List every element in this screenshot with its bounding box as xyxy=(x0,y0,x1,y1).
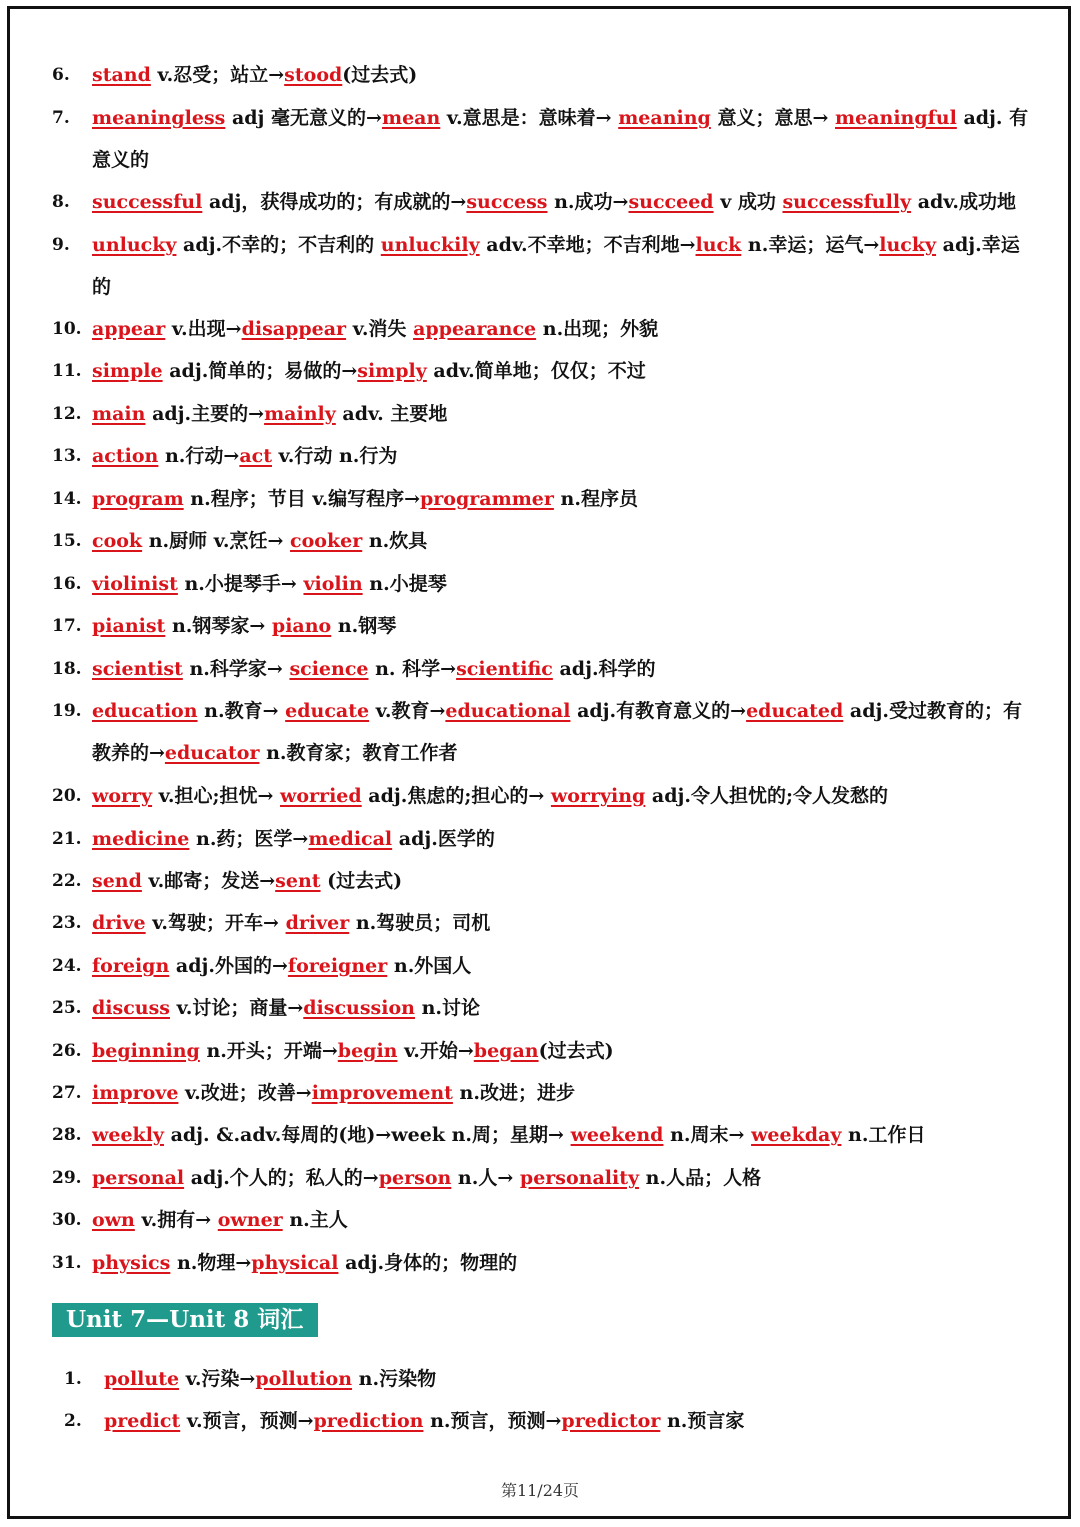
definition-text: v.担心;担忧→ xyxy=(152,785,281,807)
item-number: 26. xyxy=(52,1041,82,1061)
item-text xyxy=(92,690,1032,775)
definition-text: adv.成功地 xyxy=(911,191,1017,213)
vocab-word: violinist xyxy=(92,573,178,595)
vocab-word: own xyxy=(92,1209,135,1231)
definition-text: n.出现；外貌 xyxy=(536,318,659,340)
vocab-word: piano xyxy=(271,615,332,637)
vocab-word: mainly xyxy=(264,403,336,425)
vocab-word: lucky xyxy=(879,234,937,256)
list-item xyxy=(52,1157,1032,1199)
list-item xyxy=(52,1030,1032,1072)
list-item xyxy=(52,775,1032,817)
definition-text: n.改进；进步 xyxy=(452,1082,575,1104)
definition-text: n.幸运；运气→ xyxy=(741,234,880,256)
item-text xyxy=(104,1358,1044,1400)
vocab-word: sent xyxy=(275,870,321,892)
list-item xyxy=(52,563,1032,605)
definition-text: n.人→ xyxy=(451,1167,520,1189)
item-text xyxy=(92,478,1032,520)
vocab-word: educational xyxy=(445,700,571,722)
item-number: 20. xyxy=(52,786,82,806)
vocab-word: appearance xyxy=(413,318,537,340)
vocab-word: discussion xyxy=(303,997,415,1019)
vocab-word: meaningless xyxy=(92,107,226,129)
vocab-word: stand xyxy=(92,64,151,86)
item-text xyxy=(92,987,1032,1029)
definition-text: n. 科学→ xyxy=(368,658,457,680)
definition-text: n.成功→ xyxy=(547,191,629,213)
list-item xyxy=(52,945,1032,987)
definition-text: adv.简单地；仅仅；不过 xyxy=(426,360,646,382)
vocab-word: simply xyxy=(357,360,427,382)
definition-text: adj.受过教育的；有教养的→ xyxy=(92,700,1022,765)
list-item xyxy=(52,1114,1032,1156)
definition-text: n.教育家；教育工作者 xyxy=(259,742,458,765)
definition-text: n.预言，预测→ xyxy=(423,1410,562,1432)
vocab-word: personality xyxy=(519,1167,640,1189)
vocab-word: success xyxy=(466,191,548,213)
vocab-word: successfully xyxy=(782,191,912,213)
definition-text: n.预言家 xyxy=(660,1410,745,1432)
definition-text: 意义；意思→ xyxy=(710,107,835,129)
item-number: 12. xyxy=(52,404,82,424)
list-item xyxy=(64,1400,1044,1442)
item-number: 17. xyxy=(52,616,82,636)
definition-text: n.主人 xyxy=(282,1209,348,1231)
definition-text: adj.有教育意义的→ xyxy=(570,700,747,722)
vocab-word: driver xyxy=(285,912,350,934)
vocab-word: began xyxy=(473,1040,539,1062)
vocab-word: unluckily xyxy=(380,234,480,256)
vocab-word: meaning xyxy=(618,107,711,129)
vocab-word: person xyxy=(378,1167,452,1189)
list-item xyxy=(52,690,1032,775)
vocab-word: weekly xyxy=(92,1124,164,1146)
definition-text: adj，获得成功的；有成就的→ xyxy=(202,191,467,213)
vocab-word: worry xyxy=(92,785,153,807)
definition-text: n.厨师 v.烹饪→ xyxy=(142,530,291,552)
vocab-word: educator xyxy=(164,742,260,765)
vocab-word: luck xyxy=(695,234,742,256)
vocab-word: personal xyxy=(92,1167,185,1189)
vocab-word: succeed xyxy=(628,191,714,213)
vocab-word: successful xyxy=(92,191,203,213)
definition-text: v.邮寄；发送→ xyxy=(141,870,276,892)
item-text xyxy=(92,181,1032,223)
vocab-word: scientific xyxy=(456,658,553,680)
definition-text: adj.令人担忧的;令人发愁的 xyxy=(645,785,889,807)
vocab-word: mean xyxy=(381,107,441,129)
item-number: 7. xyxy=(52,108,70,128)
item-text xyxy=(92,902,1032,944)
definition-text: v.污染→ xyxy=(179,1368,256,1390)
item-number: 19. xyxy=(52,701,82,721)
vocab-word: cook xyxy=(92,530,143,552)
item-text xyxy=(92,308,1032,350)
item-text xyxy=(92,1242,1032,1284)
item-text xyxy=(92,605,1032,647)
definition-text: n.小提琴手→ xyxy=(177,573,304,595)
definition-text: v 成功 xyxy=(713,191,783,213)
list-item xyxy=(52,350,1032,392)
definition-text: v.行动 n.行为 xyxy=(272,445,398,467)
definition-text: v.意思是：意味着→ xyxy=(440,107,619,129)
definition-text: n.钢琴家→ xyxy=(165,615,272,637)
list-item xyxy=(52,308,1032,350)
vocab-word: medical xyxy=(308,828,393,850)
definition-text: adj. &.adv.每周的(地)→week n.周；星期→ xyxy=(163,1124,571,1146)
list-item xyxy=(52,605,1032,647)
list-item xyxy=(52,818,1032,860)
vocab-word: owner xyxy=(217,1209,283,1231)
definition-text: n.程序；节目 v.编写程序→ xyxy=(183,488,421,510)
item-number: 21. xyxy=(52,829,82,849)
list-item xyxy=(52,860,1032,902)
definition-text: n.周末→ xyxy=(663,1124,752,1146)
definition-text: v.讨论；商量→ xyxy=(169,997,304,1019)
definition-text: n.炊具 xyxy=(362,530,428,552)
item-number: 25. xyxy=(52,998,82,1018)
vocab-word: act xyxy=(239,445,272,467)
definition-text: adj 毫无意义的→ xyxy=(225,107,382,129)
vocab-word: physics xyxy=(92,1252,171,1274)
definition-text: n.外国人 xyxy=(387,955,472,977)
vocab-word: medicine xyxy=(92,828,190,850)
vocab-word: programmer xyxy=(420,488,554,510)
item-number: 10. xyxy=(52,319,82,339)
definition-text: n.人品；人格 xyxy=(639,1167,762,1189)
item-number: 11. xyxy=(52,361,82,381)
vocab-word: worried xyxy=(280,785,362,807)
definition-text: adv. 主要地 xyxy=(335,403,448,425)
definition-text: v.驾驶；开车→ xyxy=(145,912,286,934)
vocab-word: improvement xyxy=(311,1082,453,1104)
vocab-word: main xyxy=(92,403,146,425)
vocab-word: meaningful xyxy=(835,107,957,129)
definition-text: n.钢琴 xyxy=(331,615,397,637)
vocab-word: scientist xyxy=(92,658,183,680)
definition-text: (过去式) xyxy=(320,870,403,892)
definition-text: (过去式) xyxy=(538,1040,614,1062)
vocab-word: foreigner xyxy=(287,955,388,977)
item-number: 31. xyxy=(52,1253,82,1273)
vocab-word: prediction xyxy=(313,1410,424,1432)
vocab-word: discuss xyxy=(92,997,170,1019)
definition-text: adj.医学的 xyxy=(392,828,495,850)
item-text xyxy=(92,1114,1032,1156)
vocab-word: begin xyxy=(337,1040,398,1062)
vocab-word: predictor xyxy=(561,1410,661,1432)
definition-text: n.物理→ xyxy=(170,1252,252,1274)
vocab-word: violin xyxy=(303,573,363,595)
item-number: 8. xyxy=(52,192,70,212)
vocab-word: predict xyxy=(104,1410,181,1432)
item-number: 18. xyxy=(52,659,82,679)
item-text xyxy=(92,563,1032,605)
vocab-word: science xyxy=(289,658,369,680)
vocab-word: weekend xyxy=(570,1124,664,1146)
list-item xyxy=(64,1358,1044,1400)
vocab-word: weekday xyxy=(751,1124,842,1146)
list-item xyxy=(52,224,1032,309)
item-text xyxy=(92,1199,1032,1241)
list-item xyxy=(52,902,1032,944)
definition-text: n.科学家→ xyxy=(182,658,290,680)
list-item xyxy=(52,181,1032,223)
list-item xyxy=(52,520,1032,562)
definition-text: adj.外国的→ xyxy=(169,955,288,977)
item-text xyxy=(104,1400,1044,1442)
vocab-word: foreign xyxy=(92,955,170,977)
definition-text: (过去式) xyxy=(342,64,418,86)
list-item xyxy=(52,648,1032,690)
vocab-word: simple xyxy=(92,360,163,382)
vocab-word: send xyxy=(92,870,142,892)
definition-text: adj.主要的→ xyxy=(145,403,265,425)
item-text xyxy=(92,224,1032,309)
item-number: 30. xyxy=(52,1210,82,1230)
unit-heading: Unit 7—Unit 8 词汇 xyxy=(52,1303,318,1337)
vocab-word: program xyxy=(92,488,184,510)
item-number: 23. xyxy=(52,913,82,933)
item-text xyxy=(92,1072,1032,1114)
list-item xyxy=(52,393,1032,435)
definition-text: v.消失 xyxy=(346,318,414,340)
item-number: 2. xyxy=(64,1411,82,1431)
definition-text: v.教育→ xyxy=(369,700,446,722)
item-text xyxy=(92,350,1032,392)
page-number: 第11/24页 xyxy=(500,1481,580,1500)
vocab-word: worrying xyxy=(550,785,646,807)
definition-text: n.驾驶员；司机 xyxy=(349,912,491,934)
list-item xyxy=(52,987,1032,1029)
item-number: 14. xyxy=(52,489,82,509)
definition-text: adv.不幸地；不吉利地→ xyxy=(479,234,696,256)
vocab-word: improve xyxy=(92,1082,179,1104)
item-text xyxy=(92,1030,1032,1072)
definition-text: n.小提琴 xyxy=(362,573,447,595)
vocab-word: pianist xyxy=(92,615,166,637)
item-text xyxy=(92,860,1032,902)
item-number: 15. xyxy=(52,531,82,551)
definition-text: v.预言，预测→ xyxy=(180,1410,314,1432)
vocab-word: pollute xyxy=(104,1368,180,1390)
vocab-word: educated xyxy=(746,700,844,722)
item-text xyxy=(92,775,1032,817)
item-number: 27. xyxy=(52,1083,82,1103)
item-number: 13. xyxy=(52,446,82,466)
vocab-word: action xyxy=(92,445,159,467)
item-text xyxy=(92,435,1032,477)
definition-text: adj.个人的；私人的→ xyxy=(184,1167,379,1189)
vocab-word: unlucky xyxy=(92,234,177,256)
vocab-word: cooker xyxy=(290,530,363,552)
list-item xyxy=(52,97,1032,182)
vocab-word: drive xyxy=(92,912,146,934)
item-number: 24. xyxy=(52,956,82,976)
item-text xyxy=(92,648,1032,690)
item-text xyxy=(92,54,1032,96)
vocab-word: beginning xyxy=(92,1040,200,1062)
item-number: 1. xyxy=(64,1369,82,1389)
definition-text: v.出现→ xyxy=(165,318,242,340)
definition-text: n.行动→ xyxy=(158,445,240,467)
list-item xyxy=(52,1072,1032,1114)
item-number: 16. xyxy=(52,574,82,594)
definition-text: adj.不幸的；不吉利的 xyxy=(176,234,381,256)
vocab-word: appear xyxy=(92,318,166,340)
definition-text: n.污染物 xyxy=(352,1368,437,1390)
definition-text: adj.简单的；易做的→ xyxy=(162,360,358,382)
vocab-word: physical xyxy=(251,1252,339,1274)
definition-text: adj.幸运的 xyxy=(92,234,1020,299)
item-number: 22. xyxy=(52,871,82,891)
item-number: 9. xyxy=(52,235,70,255)
definition-text: n.程序员 xyxy=(553,488,638,510)
definition-text: v.改进；改善→ xyxy=(178,1082,312,1104)
vocab-word: education xyxy=(92,700,198,722)
item-text xyxy=(92,97,1032,182)
item-number: 28. xyxy=(52,1125,82,1145)
definition-text: adj.科学的 xyxy=(552,658,656,680)
definition-text: n.工作日 xyxy=(841,1124,926,1146)
vocab-word: disappear xyxy=(241,318,347,340)
definition-text: n.开头；开端→ xyxy=(199,1040,338,1062)
vocab-word: educate xyxy=(285,700,370,722)
item-text xyxy=(92,393,1032,435)
vocab-word: stood xyxy=(284,64,343,86)
vocab-word: pollution xyxy=(255,1368,353,1390)
definition-text: v.忍受；站立→ xyxy=(150,64,285,86)
definition-text: n.药；医学→ xyxy=(189,828,309,850)
list-item xyxy=(52,1242,1032,1284)
list-item xyxy=(52,478,1032,520)
item-text xyxy=(92,945,1032,987)
list-item xyxy=(52,435,1032,477)
item-text xyxy=(92,520,1032,562)
list-item xyxy=(52,1199,1032,1241)
definition-text: n.教育→ xyxy=(197,700,286,722)
definition-text: n.讨论 xyxy=(414,997,480,1019)
item-number: 6. xyxy=(52,65,70,85)
definition-text: adj.焦虑的;担心的→ xyxy=(361,785,551,807)
definition-text: adj.身体的；物理的 xyxy=(338,1252,518,1274)
item-text xyxy=(92,818,1032,860)
item-text xyxy=(92,1157,1032,1199)
definition-text: v.开始→ xyxy=(397,1040,474,1062)
definition-text: v.拥有→ xyxy=(134,1209,218,1231)
item-number: 29. xyxy=(52,1168,82,1188)
list-item xyxy=(52,54,1032,96)
definition-text: adj. 有意义的 xyxy=(92,107,1029,172)
